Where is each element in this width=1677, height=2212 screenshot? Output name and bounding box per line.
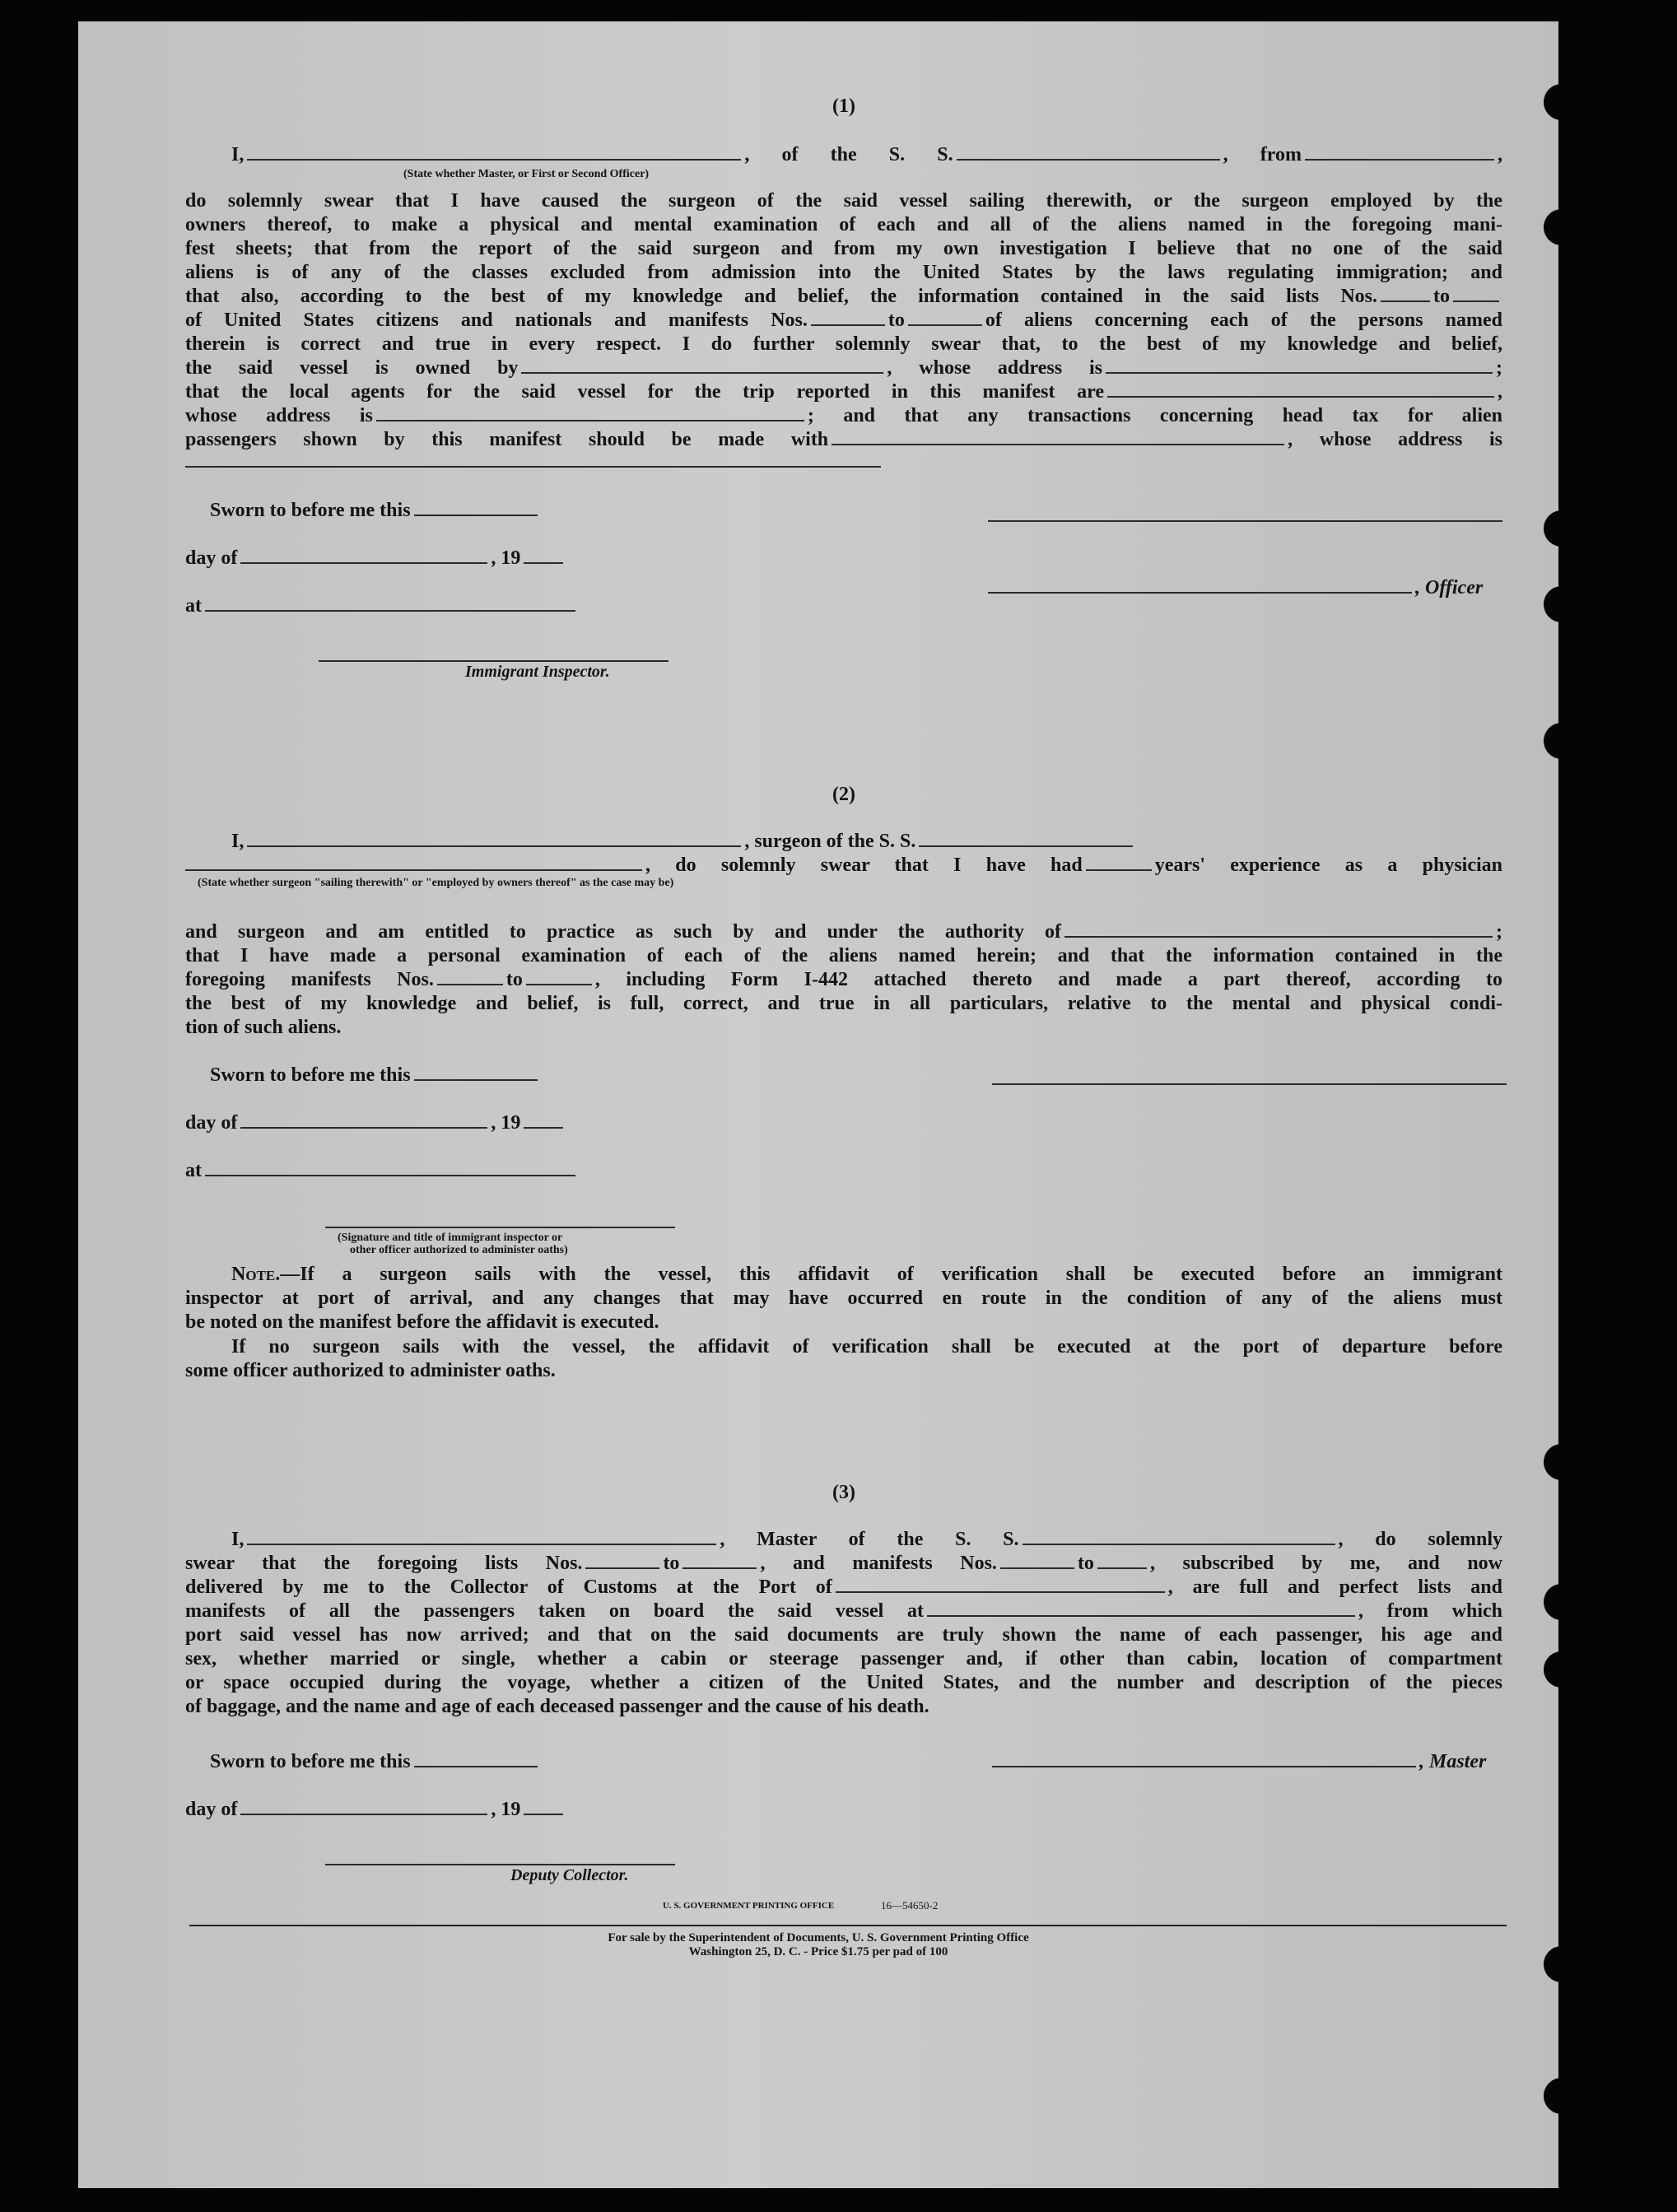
- oath-line: , do solemnly swear that I have had years' experience as a physician: [185, 854, 1502, 878]
- oath-line: delivered by me to the Collector of Customs at the Port of , are full and perfect lists and: [185, 1576, 1503, 1598]
- binder-hole: [1544, 84, 1580, 120]
- oath-line: port said vessel has now arrived; and that on the said documents are truly shown the name of each passenger, his age and: [185, 1624, 1502, 1646]
- year-blank[interactable]: [524, 1112, 563, 1129]
- signature-caption: (Signature and title of immigrant inspector or: [338, 1232, 563, 1244]
- oath-line: swear that the foregoing lists Nos. to , and manifests Nos. to , subscribed by me, and now: [185, 1553, 1502, 1574]
- binder-hole: [1544, 209, 1580, 245]
- note-line: be noted on the manifest before the affidavit is executed.: [185, 1311, 659, 1333]
- surgeon-signature-blank[interactable]: [992, 1083, 1507, 1085]
- manifest-to-blank[interactable]: [1097, 1553, 1147, 1569]
- year-blank[interactable]: [524, 547, 563, 564]
- list-from-blank[interactable]: [1381, 286, 1430, 302]
- manifest-from-blank[interactable]: [437, 969, 503, 985]
- surgeon-name-blank[interactable]: [247, 831, 741, 847]
- oath-line: therein is correct and true in every respect. I do further solemnly swear that, to the best of my knowledge and belief,: [185, 333, 1502, 355]
- oath-line: I, , of the S. S. , from ,: [231, 144, 1502, 165]
- vessel-blank[interactable]: [919, 831, 1133, 847]
- head-tax-blank[interactable]: [832, 429, 1284, 445]
- master-line: , Master: [992, 1750, 1511, 1774]
- oath-line: of United States citizens and nationals and manifests Nos. to of aliens concerning each of the persons named: [185, 310, 1502, 331]
- manifest-from-blank[interactable]: [1000, 1553, 1074, 1569]
- place-blank[interactable]: [205, 595, 575, 612]
- oath-line: tion of such aliens.: [185, 1017, 342, 1038]
- month-blank[interactable]: [240, 547, 487, 564]
- oath-line: passengers shown by this manifest should be made with , whose address is: [185, 429, 1502, 450]
- sale-notice: For sale by the Superintendent of Documents, U. S. Government Printing Office: [608, 1931, 1029, 1944]
- agents-blank[interactable]: [1107, 381, 1494, 398]
- years-blank[interactable]: [1086, 855, 1152, 871]
- oath-line: I, , Master of the S. S. , do solemnly: [231, 1529, 1503, 1550]
- oath-line: of baggage, and the name and age of each deceased passenger and the cause of his death.: [185, 1696, 929, 1717]
- vessel-blank[interactable]: [957, 144, 1220, 161]
- rank-caption: (State whether Master, or First or Second Officer): [403, 168, 650, 180]
- section-number: (3): [832, 1482, 855, 1503]
- inspector-caption: Immigrant Inspector.: [465, 663, 610, 681]
- boarding-port-blank[interactable]: [927, 1600, 1355, 1617]
- year-blank[interactable]: [524, 1799, 563, 1815]
- month-blank[interactable]: [240, 1112, 487, 1129]
- authorized-signature-blank[interactable]: [325, 1227, 675, 1228]
- oath-line: the said vessel is owned by , whose address is ;: [185, 357, 1502, 379]
- oath-line: and surgeon and am entitled to practice as such by and under the authority of ;: [185, 921, 1502, 943]
- sworn-day-blank[interactable]: [414, 500, 538, 516]
- list-from-blank[interactable]: [585, 1553, 659, 1569]
- oath-line: I, , surgeon of the S. S.: [185, 830, 1219, 854]
- sworn-day-blank[interactable]: [414, 1064, 538, 1081]
- oath-line: whose address is ; and that any transactions concerning head tax for alien: [185, 405, 1502, 426]
- form-number: 16—54650-2: [881, 1899, 939, 1912]
- signature-caption: other officer authorized to administer oaths): [350, 1244, 568, 1256]
- binder-hole: [1544, 586, 1580, 622]
- at-line: at: [185, 594, 679, 618]
- at-line: at: [185, 1159, 679, 1183]
- manifest-from-blank[interactable]: [811, 310, 885, 326]
- binder-hole: [1544, 2078, 1580, 2114]
- deputy-caption: Deputy Collector.: [510, 1866, 629, 1884]
- officer-name-blank[interactable]: [988, 577, 1412, 594]
- oath-line: that the local agents for the said vessel for the trip reported in this manifest are ,: [185, 381, 1502, 403]
- binder-hole: [1544, 1651, 1580, 1688]
- footer-divider: [189, 1925, 1507, 1926]
- port-blank[interactable]: [836, 1576, 1165, 1593]
- list-to-blank[interactable]: [682, 1553, 757, 1569]
- oath-line: sex, whether married or single, whether a cabin or steerage passenger and, if other than cabin, location of compartment: [185, 1648, 1502, 1669]
- sworn-day-blank[interactable]: [414, 1751, 538, 1767]
- officer-signature-blank[interactable]: [988, 520, 1502, 522]
- note-line: Note.—If a surgeon sails with the vessel, this affidavit of verification shall be executed before an immigrant: [231, 1264, 1502, 1285]
- oath-line: the best of my knowledge and belief, is full, correct, and true in all particulars, relative to the mental and physical condi-: [185, 993, 1502, 1014]
- oath-line: aliens is of any of the classes excluded from admission into the United States by the laws regulating immigration; and: [185, 262, 1502, 283]
- binder-hole: [1544, 510, 1580, 547]
- day-line: day of , 19: [185, 1111, 679, 1135]
- binder-hole: [1544, 723, 1580, 759]
- sworn-line: Sworn to before me this: [210, 1750, 704, 1774]
- address-continuation-blank[interactable]: [185, 466, 881, 468]
- oath-line: foregoing manifests Nos. to , including Form I-442 attached thereto and made a part thereof, according to: [185, 969, 1503, 990]
- sale-notice: Washington 25, D. C. - Price $1.75 per pad of 100: [688, 1945, 948, 1958]
- oath-line: that also, according to the best of my knowledge and belief, the information contained in the said lists Nos. to: [185, 285, 1502, 309]
- day-line: day of , 19: [185, 1798, 679, 1822]
- note-line: If no surgeon sails with the vessel, the affidavit of verification shall be executed at the port of departure before: [231, 1336, 1502, 1357]
- note-line: some officer authorized to administer oaths.: [185, 1360, 556, 1381]
- note-line: inspector at port of arrival, and any changes that may have occurred en route in the condition of any of the aliens must: [185, 1288, 1502, 1309]
- day-line: day of , 19: [185, 547, 679, 570]
- oath-line: fest sheets; that from the report of the said surgeon and from my own investigation I believe that no one of the said: [185, 238, 1502, 259]
- name-blank[interactable]: [247, 144, 741, 161]
- form-page: [78, 21, 1558, 2188]
- binder-hole: [1544, 1584, 1580, 1620]
- oath-line: owners thereof, to make a physical and mental examination of each and all of the aliens named in the foregoing mani-: [185, 214, 1502, 235]
- vessel-blank[interactable]: [1023, 1529, 1335, 1545]
- oath-line: that I have made a personal examination of each of the aliens named herein; and that the information contained in the: [185, 945, 1502, 966]
- surgeon-type-blank[interactable]: [185, 855, 642, 871]
- sworn-line: Sworn to before me this: [210, 1064, 704, 1087]
- list-to-blank[interactable]: [1453, 286, 1499, 302]
- from-blank[interactable]: [1305, 144, 1494, 161]
- oath-line: manifests of all the passengers taken on board the said vessel at , from which: [185, 1600, 1502, 1622]
- owner-address-blank[interactable]: [1106, 357, 1493, 374]
- owner-blank[interactable]: [521, 357, 883, 374]
- oath-line: or space occupied during the voyage, whether a citizen of the United States, and the number and description of the pieces: [185, 1672, 1502, 1693]
- surgeon-caption: (State whether surgeon "sailing therewith" or "employed by owners thereof" as the case may be): [198, 877, 674, 889]
- sworn-line: Sworn to before me this: [210, 499, 704, 523]
- place-blank[interactable]: [205, 1160, 575, 1176]
- manifest-to-blank[interactable]: [526, 969, 592, 985]
- binder-hole: [1544, 1444, 1580, 1480]
- section-number: (1): [832, 95, 855, 117]
- officer-line: , Officer: [988, 576, 1507, 600]
- note-label: Note.: [231, 1264, 281, 1285]
- gpo-imprint: U. S. GOVERNMENT PRINTING OFFICE: [663, 1901, 835, 1911]
- agents-address-blank[interactable]: [376, 405, 804, 421]
- master-signature-blank[interactable]: [992, 1751, 1416, 1767]
- master-name-blank[interactable]: [247, 1529, 716, 1545]
- section-number: (2): [832, 784, 855, 805]
- month-blank[interactable]: [240, 1799, 487, 1815]
- authority-blank[interactable]: [1064, 921, 1493, 938]
- manifest-to-blank[interactable]: [908, 310, 982, 326]
- oath-line: do solemnly swear that I have caused the surgeon of the said vessel sailing therewith, or the surgeon employed by the: [185, 190, 1502, 212]
